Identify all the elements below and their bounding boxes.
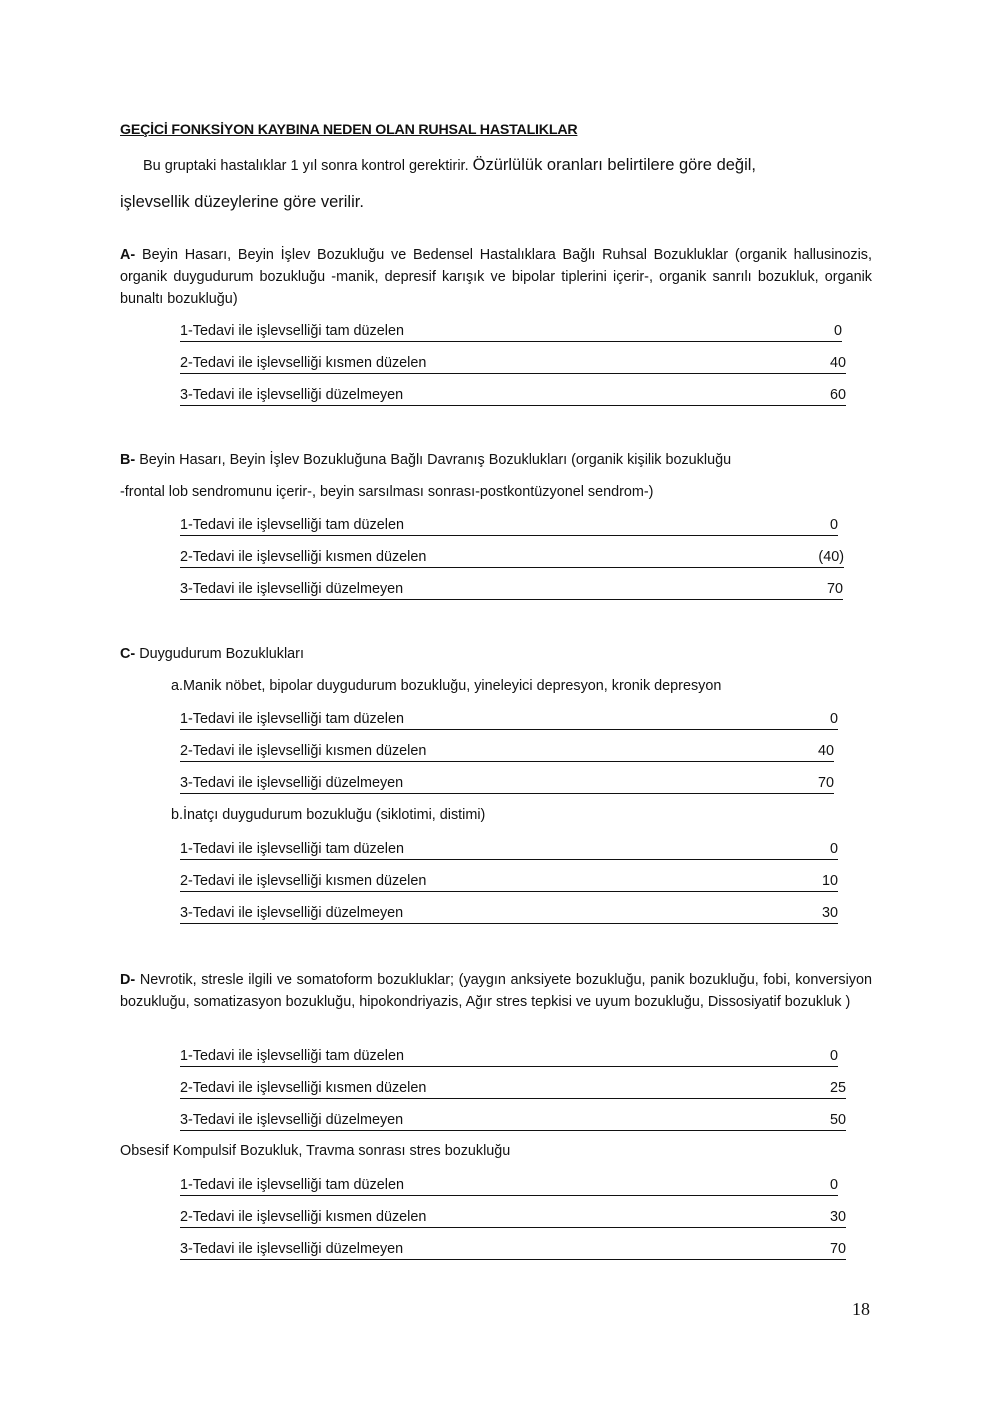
section-a-row-2 — [180, 354, 846, 374]
section-a-row-3 — [180, 386, 846, 406]
row-value: 0 — [829, 711, 838, 727]
section-b-description — [120, 452, 731, 468]
section-d-row-3 — [180, 1111, 846, 1131]
section-c-text: Duygudurum Bozuklukları — [139, 646, 304, 662]
section-a-text: Beyin Hasarı, Beyin İşlev Bozukluğu ve Bedensel Hastalıklara Bağlı Ruhsal Bozukluklar (organik hallusinozis, organik duygudurum bozukluğu -manik, depresif karışık ve bipolar tiplerini içerir-, organik sanrılı bozukluk, organik bunaltı bozukluğu) — [120, 247, 872, 307]
row-value: 70 — [826, 581, 843, 597]
section-c-b-row-1 — [180, 840, 838, 860]
intro-line-2: işlevsellik düzeylerine göre verilir. — [120, 193, 364, 211]
row-label: 1-Tedavi ile işlevselliği tam düzelen — [180, 841, 404, 857]
row-value: 0 — [829, 517, 838, 533]
row-label: 2-Tedavi ile işlevselliği kısmen düzelen — [180, 873, 427, 889]
section-b-text: Beyin Hasarı, Beyin İşlev Bozukluğuna Bağlı Davranış Bozuklukları (organik kişilik bozukluğu — [139, 452, 732, 468]
section-c-letter: C- — [120, 646, 136, 662]
section-b-row-3 — [180, 580, 843, 600]
section-d-extra-row-3 — [180, 1240, 846, 1260]
section-c-a-row-1 — [180, 710, 838, 730]
row-label: 1-Tedavi ile işlevselliği tam düzelen — [180, 1048, 404, 1064]
section-d-letter: D- — [120, 972, 136, 988]
row-label: 3-Tedavi ile işlevselliği düzelmeyen — [180, 905, 404, 921]
section-b-description-2: -frontal lob sendromunu içerir-, beyin sarsılması sonrası-postkontüzyonel sendrom-) — [120, 484, 654, 500]
section-b-letter: B- — [120, 452, 136, 468]
row-label: 3-Tedavi ile işlevselliği düzelmeyen — [180, 581, 404, 597]
section-d-extra-row-1 — [180, 1176, 838, 1196]
row-value: 0 — [833, 323, 842, 339]
section-c-subsection-b-title: b.İnatçı duygudurum bozukluğu (siklotimi, distimi) — [171, 807, 486, 823]
section-c-a-row-3 — [180, 774, 834, 794]
row-value: (40) — [818, 549, 844, 565]
row-value: 25 — [829, 1080, 846, 1096]
row-label: 3-Tedavi ile işlevselliği düzelmeyen — [180, 387, 404, 403]
row-label: 2-Tedavi ile işlevselliği kısmen düzelen — [180, 1209, 427, 1225]
section-d-extra-title: Obsesif Kompulsif Bozukluk, Travma sonrası stres bozukluğu — [120, 1143, 511, 1159]
row-label: 3-Tedavi ile işlevselliği düzelmeyen — [180, 1241, 404, 1257]
row-label: 3-Tedavi ile işlevselliği düzelmeyen — [180, 775, 404, 791]
row-label: 1-Tedavi ile işlevselliği tam düzelen — [180, 1177, 404, 1193]
row-value: 50 — [829, 1112, 846, 1128]
row-label: 2-Tedavi ile işlevselliği kısmen düzelen — [180, 743, 427, 759]
row-value: 40 — [817, 743, 834, 759]
row-label: 2-Tedavi ile işlevselliği kısmen düzelen — [180, 355, 427, 371]
section-d-description — [120, 969, 872, 1013]
section-d-row-2 — [180, 1079, 846, 1099]
row-label: 3-Tedavi ile işlevselliği düzelmeyen — [180, 1112, 404, 1128]
row-value: 30 — [829, 1209, 846, 1225]
row-label: 1-Tedavi ile işlevselliği tam düzelen — [180, 323, 404, 339]
intro-text-part2: Özürlülük oranları belirtilere göre değil, — [472, 156, 757, 174]
section-c-a-row-2 — [180, 742, 834, 762]
intro-text-part1: Bu gruptaki hastalıklar 1 yıl sonra kontrol gerektirir. — [143, 158, 469, 174]
section-d-row-1 — [180, 1047, 838, 1067]
row-value: 0 — [829, 1048, 838, 1064]
section-c-b-row-2 — [180, 872, 838, 892]
section-b-row-2 — [180, 548, 844, 568]
row-label: 1-Tedavi ile işlevselliği tam düzelen — [180, 711, 404, 727]
section-c-subsection-a-title: a.Manik nöbet, bipolar duygudurum bozukluğu, yineleyici depresyon, kronik depresyon — [171, 678, 722, 694]
page-title: GEÇİCİ FONKSİYON KAYBINA NEDEN OLAN RUHSAL HASTALIKLAR — [120, 122, 578, 138]
row-value: 0 — [829, 841, 838, 857]
row-value: 0 — [829, 1177, 838, 1193]
section-a-description — [120, 244, 872, 310]
section-d-extra-row-2 — [180, 1208, 846, 1228]
section-a-row-1 — [180, 322, 842, 342]
row-label: 1-Tedavi ile işlevselliği tam düzelen — [180, 517, 404, 533]
row-label: 2-Tedavi ile işlevselliği kısmen düzelen — [180, 1080, 427, 1096]
row-label: 2-Tedavi ile işlevselliği kısmen düzelen — [180, 549, 427, 565]
intro-line-1 — [143, 156, 756, 175]
section-b-row-1 — [180, 516, 838, 536]
section-c-description — [120, 646, 304, 662]
row-value: 60 — [829, 387, 846, 403]
row-value: 70 — [829, 1241, 846, 1257]
section-d-text: Nevrotik, stresle ilgili ve somatoform bozukluklar; (yaygın anksiyete bozukluğu, panik bozukluğu, fobi, konversiyon bozukluğu, somatizasyon bozukluğu, hipokondriyazis, Ağır stres tepkisi ve uyum bozukluğu, Dissosiyatif bozukluk ) — [120, 972, 872, 1010]
row-value: 40 — [829, 355, 846, 371]
section-a-letter: A- — [120, 247, 136, 263]
row-value: 30 — [821, 905, 838, 921]
page-number: 18 — [852, 1299, 870, 1319]
row-value: 10 — [821, 873, 838, 889]
section-c-b-row-3 — [180, 904, 838, 924]
row-value: 70 — [817, 775, 834, 791]
